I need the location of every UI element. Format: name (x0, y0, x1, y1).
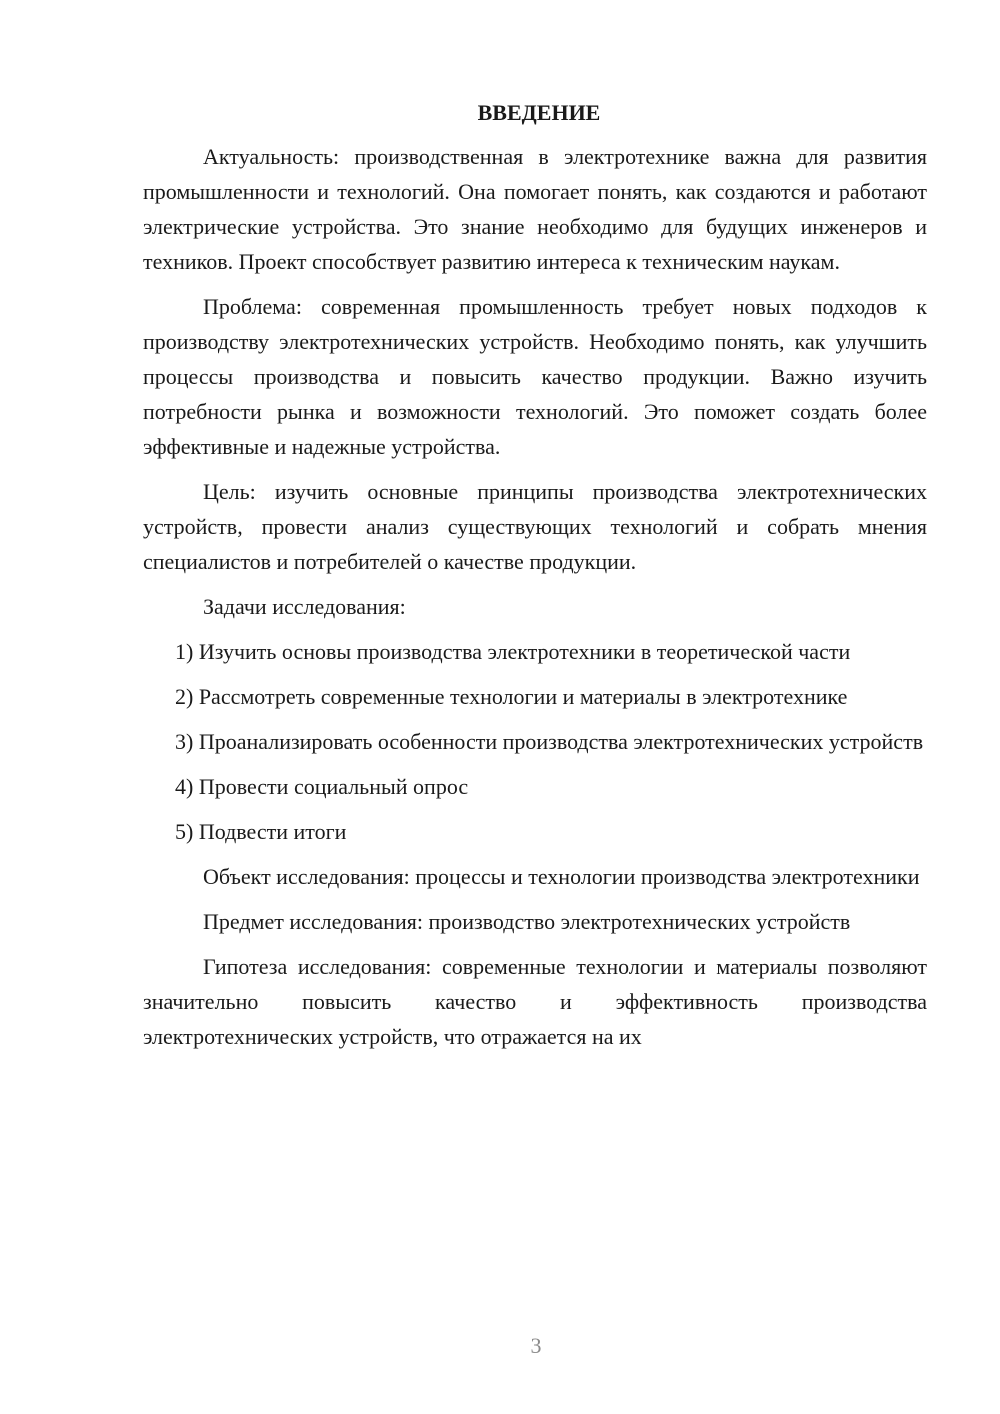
hypothesis-paragraph: Гипотеза исследования: современные технологии и материалы позволяют значительно повысить качество и эффективность производства электротехнических устройств, что отражается на их (143, 954, 927, 1049)
task-item: 3) Проанализировать особенности производства электротехнических устройств (175, 729, 924, 754)
task-item: 4) Провести социальный опрос (175, 774, 469, 799)
task-item: 2) Рассмотреть современные технологии и материалы в электротехнике (175, 684, 848, 709)
section-heading: ВВЕДЕНИЕ (477, 100, 601, 125)
research-object-paragraph: Объект исследования: процессы и технологии производства электротехники (203, 864, 920, 889)
problem-paragraph: Проблема: современная промышленность требует новых подходов к производству электротехнических устройств. Необходимо понять, как улучшить процессы производства и повысить качество продукции. Важно изучить потребности рынка и возможности технологий. Это поможет создать более эффективные и надежные устройства. (143, 294, 927, 459)
tasks-title: Задачи исследования: (203, 594, 406, 619)
relevance-paragraph: Актуальность: производственная в электротехнике важна для развития промышленности и технологий. Она помогает понять, как создаются и работают электрические устройства. Это знание необходимо для будущих инженеров и техников. Проект способствует развитию интереса к техническим наукам. (143, 144, 927, 274)
document-body (143, 95, 927, 1064)
research-subject-paragraph: Предмет исследования: производство электротехнических устройств (203, 909, 851, 934)
task-item: 1) Изучить основы производства электротехники в теоретической части (175, 639, 851, 664)
goal-paragraph: Цель: изучить основные принципы производства электротехнических устройств, провести анализ существующих технологий и собрать мнения специалистов и потребителей о качестве продукции. (143, 479, 927, 574)
task-item: 5) Подвести итоги (175, 819, 347, 844)
page-number: 3 (530, 1333, 542, 1358)
